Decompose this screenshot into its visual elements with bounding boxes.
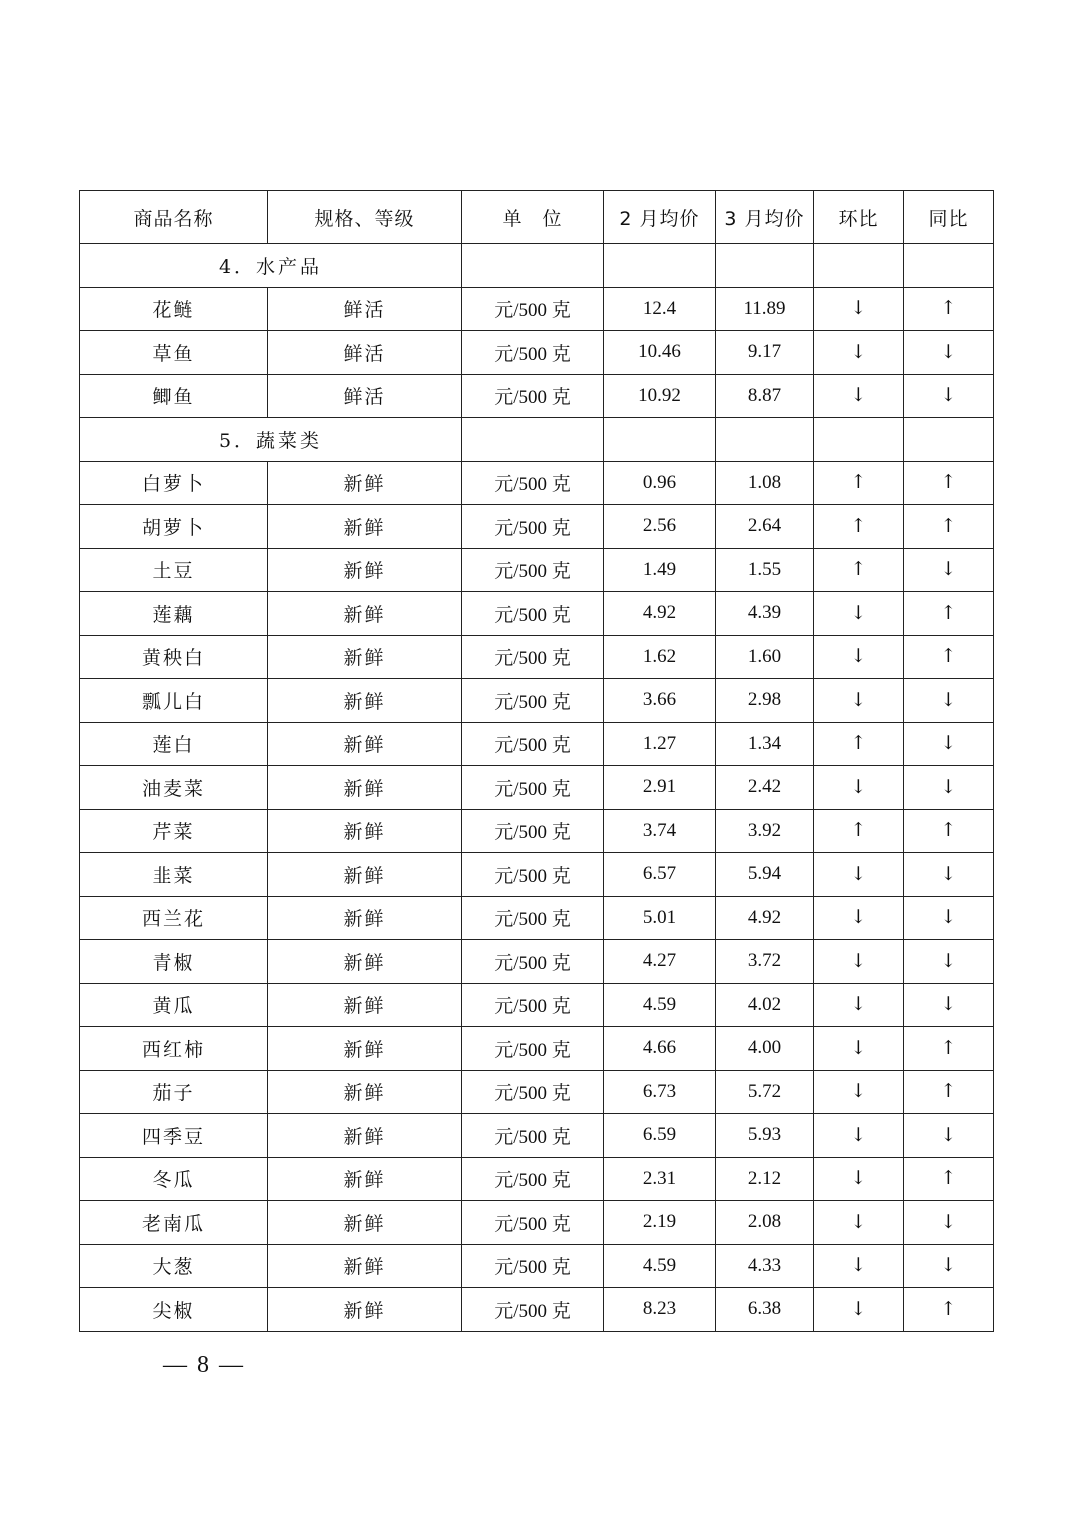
- cell-year-on-year: ↑: [904, 809, 994, 853]
- cell-spec: 新鲜: [268, 1114, 462, 1158]
- cell-name: 油麦菜: [80, 766, 268, 810]
- cell-month-on-month: ↓: [814, 287, 904, 331]
- cell-year-on-year: ↓: [904, 896, 994, 940]
- cell-year-on-year: ↓: [904, 853, 994, 897]
- cell-spec: 新鲜: [268, 809, 462, 853]
- cell-name: 鲫鱼: [80, 374, 268, 418]
- table-row: [80, 983, 994, 1027]
- cell-spec: 鲜活: [268, 331, 462, 375]
- category-row: [80, 418, 994, 462]
- cell-mar-price: 11.89: [716, 287, 814, 331]
- cell-name: 冬瓜: [80, 1157, 268, 1201]
- cell-unit: 元/500 克: [462, 1244, 604, 1288]
- cell-year-on-year: ↑: [904, 1027, 994, 1071]
- cell-mar-price: 1.60: [716, 635, 814, 679]
- cell-mar-price: 4.00: [716, 1027, 814, 1071]
- cell-year-on-year: ↓: [904, 548, 994, 592]
- cell-name: 土豆: [80, 548, 268, 592]
- cell-spec: 新鲜: [268, 1288, 462, 1332]
- cell-mar-price: 4.33: [716, 1244, 814, 1288]
- cell-year-on-year: ↑: [904, 635, 994, 679]
- cell-name: 黄瓜: [80, 983, 268, 1027]
- cell-name: 尖椒: [80, 1288, 268, 1332]
- cell-year-on-year: ↓: [904, 766, 994, 810]
- cell-month-on-month: ↓: [814, 679, 904, 723]
- empty-cell: [462, 244, 604, 288]
- table-header: [80, 191, 994, 244]
- cell-year-on-year: ↓: [904, 374, 994, 418]
- cell-unit: 元/500 克: [462, 548, 604, 592]
- cell-feb-price: 4.59: [604, 1244, 716, 1288]
- cell-feb-price: 5.01: [604, 896, 716, 940]
- cell-feb-price: 0.96: [604, 461, 716, 505]
- cell-spec: 新鲜: [268, 722, 462, 766]
- cell-unit: 元/500 克: [462, 1027, 604, 1071]
- cell-year-on-year: ↑: [904, 592, 994, 636]
- cell-unit: 元/500 克: [462, 592, 604, 636]
- cell-year-on-year: ↑: [904, 1157, 994, 1201]
- header-unit: 单 位: [462, 191, 604, 244]
- cell-spec: 新鲜: [268, 1244, 462, 1288]
- table-row: [80, 461, 994, 505]
- cell-feb-price: 4.27: [604, 940, 716, 984]
- cell-month-on-month: ↑: [814, 722, 904, 766]
- cell-month-on-month: ↑: [814, 548, 904, 592]
- cell-feb-price: 1.49: [604, 548, 716, 592]
- cell-feb-price: 1.62: [604, 635, 716, 679]
- cell-unit: 元/500 克: [462, 635, 604, 679]
- cell-month-on-month: ↓: [814, 1157, 904, 1201]
- cell-feb-price: 10.46: [604, 331, 716, 375]
- cell-month-on-month: ↑: [814, 809, 904, 853]
- cell-spec: 新鲜: [268, 896, 462, 940]
- header-feb-price: 2 月均价: [604, 191, 716, 244]
- cell-month-on-month: ↑: [814, 505, 904, 549]
- table-row: [80, 809, 994, 853]
- cell-name: 花鲢: [80, 287, 268, 331]
- cell-unit: 元/500 克: [462, 331, 604, 375]
- cell-month-on-month: ↓: [814, 940, 904, 984]
- cell-name: 青椒: [80, 940, 268, 984]
- cell-name: 韭菜: [80, 853, 268, 897]
- cell-feb-price: 10.92: [604, 374, 716, 418]
- cell-spec: 新鲜: [268, 983, 462, 1027]
- cell-month-on-month: ↓: [814, 635, 904, 679]
- cell-year-on-year: ↓: [904, 679, 994, 723]
- cell-spec: 新鲜: [268, 1201, 462, 1245]
- cell-month-on-month: ↓: [814, 1288, 904, 1332]
- cell-mar-price: 1.08: [716, 461, 814, 505]
- cell-feb-price: 3.74: [604, 809, 716, 853]
- cell-feb-price: 8.23: [604, 1288, 716, 1332]
- cell-mar-price: 3.92: [716, 809, 814, 853]
- cell-name: 老南瓜: [80, 1201, 268, 1245]
- category-label: 5．蔬菜类: [80, 418, 462, 462]
- cell-month-on-month: ↑: [814, 461, 904, 505]
- table-row: [80, 766, 994, 810]
- empty-cell: [814, 418, 904, 462]
- cell-unit: 元/500 克: [462, 983, 604, 1027]
- cell-mar-price: 6.38: [716, 1288, 814, 1332]
- cell-mar-price: 2.42: [716, 766, 814, 810]
- cell-mar-price: 2.08: [716, 1201, 814, 1245]
- cell-year-on-year: ↓: [904, 331, 994, 375]
- cell-spec: 新鲜: [268, 461, 462, 505]
- cell-feb-price: 4.92: [604, 592, 716, 636]
- cell-name: 大葱: [80, 1244, 268, 1288]
- cell-month-on-month: ↓: [814, 331, 904, 375]
- cell-mar-price: 1.34: [716, 722, 814, 766]
- cell-mar-price: 9.17: [716, 331, 814, 375]
- table-row: [80, 853, 994, 897]
- cell-unit: 元/500 克: [462, 809, 604, 853]
- cell-spec: 新鲜: [268, 635, 462, 679]
- cell-mar-price: 2.12: [716, 1157, 814, 1201]
- cell-name: 西兰花: [80, 896, 268, 940]
- table-row: [80, 1288, 994, 1332]
- category-label: 4．水产品: [80, 244, 462, 288]
- cell-unit: 元/500 克: [462, 374, 604, 418]
- table-row: [80, 548, 994, 592]
- cell-month-on-month: ↓: [814, 1114, 904, 1158]
- cell-spec: 新鲜: [268, 679, 462, 723]
- cell-name: 四季豆: [80, 1114, 268, 1158]
- cell-feb-price: 12.4: [604, 287, 716, 331]
- cell-feb-price: 4.59: [604, 983, 716, 1027]
- cell-month-on-month: ↓: [814, 1244, 904, 1288]
- category-row: [80, 244, 994, 288]
- cell-spec: 新鲜: [268, 1070, 462, 1114]
- table-row: [80, 287, 994, 331]
- table-row: [80, 374, 994, 418]
- page-number: — 8 —: [163, 1352, 245, 1378]
- cell-mar-price: 5.94: [716, 853, 814, 897]
- cell-name: 白萝卜: [80, 461, 268, 505]
- cell-spec: 新鲜: [268, 853, 462, 897]
- header-year-on-year: 同比: [904, 191, 994, 244]
- cell-mar-price: 8.87: [716, 374, 814, 418]
- cell-name: 瓢儿白: [80, 679, 268, 723]
- empty-cell: [814, 244, 904, 288]
- cell-name: 莲藕: [80, 592, 268, 636]
- cell-feb-price: 2.19: [604, 1201, 716, 1245]
- cell-unit: 元/500 克: [462, 1157, 604, 1201]
- table-row: [80, 635, 994, 679]
- cell-year-on-year: ↓: [904, 722, 994, 766]
- cell-spec: 新鲜: [268, 592, 462, 636]
- cell-spec: 新鲜: [268, 940, 462, 984]
- empty-cell: [462, 418, 604, 462]
- cell-year-on-year: ↓: [904, 1244, 994, 1288]
- cell-month-on-month: ↓: [814, 896, 904, 940]
- cell-unit: 元/500 克: [462, 722, 604, 766]
- cell-month-on-month: ↓: [814, 374, 904, 418]
- cell-name: 茄子: [80, 1070, 268, 1114]
- cell-name: 草鱼: [80, 331, 268, 375]
- cell-mar-price: 1.55: [716, 548, 814, 592]
- cell-feb-price: 3.66: [604, 679, 716, 723]
- header-name: 商品名称: [80, 191, 268, 244]
- cell-unit: 元/500 克: [462, 766, 604, 810]
- empty-cell: [604, 418, 716, 462]
- cell-unit: 元/500 克: [462, 1070, 604, 1114]
- table-row: [80, 1244, 994, 1288]
- cell-unit: 元/500 克: [462, 896, 604, 940]
- header-mar-price: 3 月均价: [716, 191, 814, 244]
- cell-year-on-year: ↑: [904, 505, 994, 549]
- cell-unit: 元/500 克: [462, 287, 604, 331]
- cell-spec: 新鲜: [268, 766, 462, 810]
- cell-unit: 元/500 克: [462, 1288, 604, 1332]
- empty-cell: [904, 244, 994, 288]
- cell-name: 芹菜: [80, 809, 268, 853]
- empty-cell: [716, 418, 814, 462]
- cell-feb-price: 6.73: [604, 1070, 716, 1114]
- cell-year-on-year: ↓: [904, 1114, 994, 1158]
- table-row: [80, 1114, 994, 1158]
- cell-unit: 元/500 克: [462, 853, 604, 897]
- empty-cell: [716, 244, 814, 288]
- table-row: [80, 722, 994, 766]
- cell-mar-price: 3.72: [716, 940, 814, 984]
- cell-spec: 新鲜: [268, 1157, 462, 1201]
- cell-spec: 鲜活: [268, 374, 462, 418]
- cell-unit: 元/500 克: [462, 1114, 604, 1158]
- cell-year-on-year: ↑: [904, 1070, 994, 1114]
- cell-month-on-month: ↓: [814, 1070, 904, 1114]
- cell-name: 黄秧白: [80, 635, 268, 679]
- table-row: [80, 1201, 994, 1245]
- cell-mar-price: 2.98: [716, 679, 814, 723]
- cell-mar-price: 5.93: [716, 1114, 814, 1158]
- empty-cell: [904, 418, 994, 462]
- cell-feb-price: 2.31: [604, 1157, 716, 1201]
- table-row: [80, 331, 994, 375]
- header-month-on-month: 环比: [814, 191, 904, 244]
- table-row: [80, 1157, 994, 1201]
- cell-mar-price: 4.02: [716, 983, 814, 1027]
- header-row: [80, 191, 994, 244]
- table-row: [80, 505, 994, 549]
- cell-year-on-year: ↑: [904, 461, 994, 505]
- cell-unit: 元/500 克: [462, 940, 604, 984]
- table-row: [80, 940, 994, 984]
- price-table: [79, 190, 994, 1332]
- table-body: [80, 244, 994, 1332]
- cell-spec: 新鲜: [268, 1027, 462, 1071]
- cell-month-on-month: ↓: [814, 592, 904, 636]
- table-row: [80, 1027, 994, 1071]
- table-row: [80, 592, 994, 636]
- cell-spec: 新鲜: [268, 548, 462, 592]
- cell-year-on-year: ↓: [904, 1201, 994, 1245]
- cell-name: 胡萝卜: [80, 505, 268, 549]
- table-row: [80, 1070, 994, 1114]
- cell-spec: 新鲜: [268, 505, 462, 549]
- cell-year-on-year: ↑: [904, 287, 994, 331]
- cell-feb-price: 6.57: [604, 853, 716, 897]
- cell-mar-price: 5.72: [716, 1070, 814, 1114]
- cell-feb-price: 6.59: [604, 1114, 716, 1158]
- cell-unit: 元/500 克: [462, 1201, 604, 1245]
- table-row: [80, 896, 994, 940]
- cell-mar-price: 4.39: [716, 592, 814, 636]
- cell-unit: 元/500 克: [462, 505, 604, 549]
- cell-year-on-year: ↓: [904, 940, 994, 984]
- empty-cell: [604, 244, 716, 288]
- cell-month-on-month: ↓: [814, 766, 904, 810]
- table-row: [80, 679, 994, 723]
- cell-month-on-month: ↓: [814, 1027, 904, 1071]
- cell-feb-price: 4.66: [604, 1027, 716, 1071]
- cell-year-on-year: ↓: [904, 983, 994, 1027]
- header-spec: 规格、等级: [268, 191, 462, 244]
- cell-unit: 元/500 克: [462, 679, 604, 723]
- cell-spec: 鲜活: [268, 287, 462, 331]
- cell-month-on-month: ↓: [814, 983, 904, 1027]
- cell-unit: 元/500 克: [462, 461, 604, 505]
- cell-mar-price: 4.92: [716, 896, 814, 940]
- cell-feb-price: 1.27: [604, 722, 716, 766]
- cell-name: 西红柿: [80, 1027, 268, 1071]
- cell-feb-price: 2.56: [604, 505, 716, 549]
- cell-month-on-month: ↓: [814, 853, 904, 897]
- cell-name: 莲白: [80, 722, 268, 766]
- cell-year-on-year: ↑: [904, 1288, 994, 1332]
- cell-feb-price: 2.91: [604, 766, 716, 810]
- cell-month-on-month: ↓: [814, 1201, 904, 1245]
- cell-mar-price: 2.64: [716, 505, 814, 549]
